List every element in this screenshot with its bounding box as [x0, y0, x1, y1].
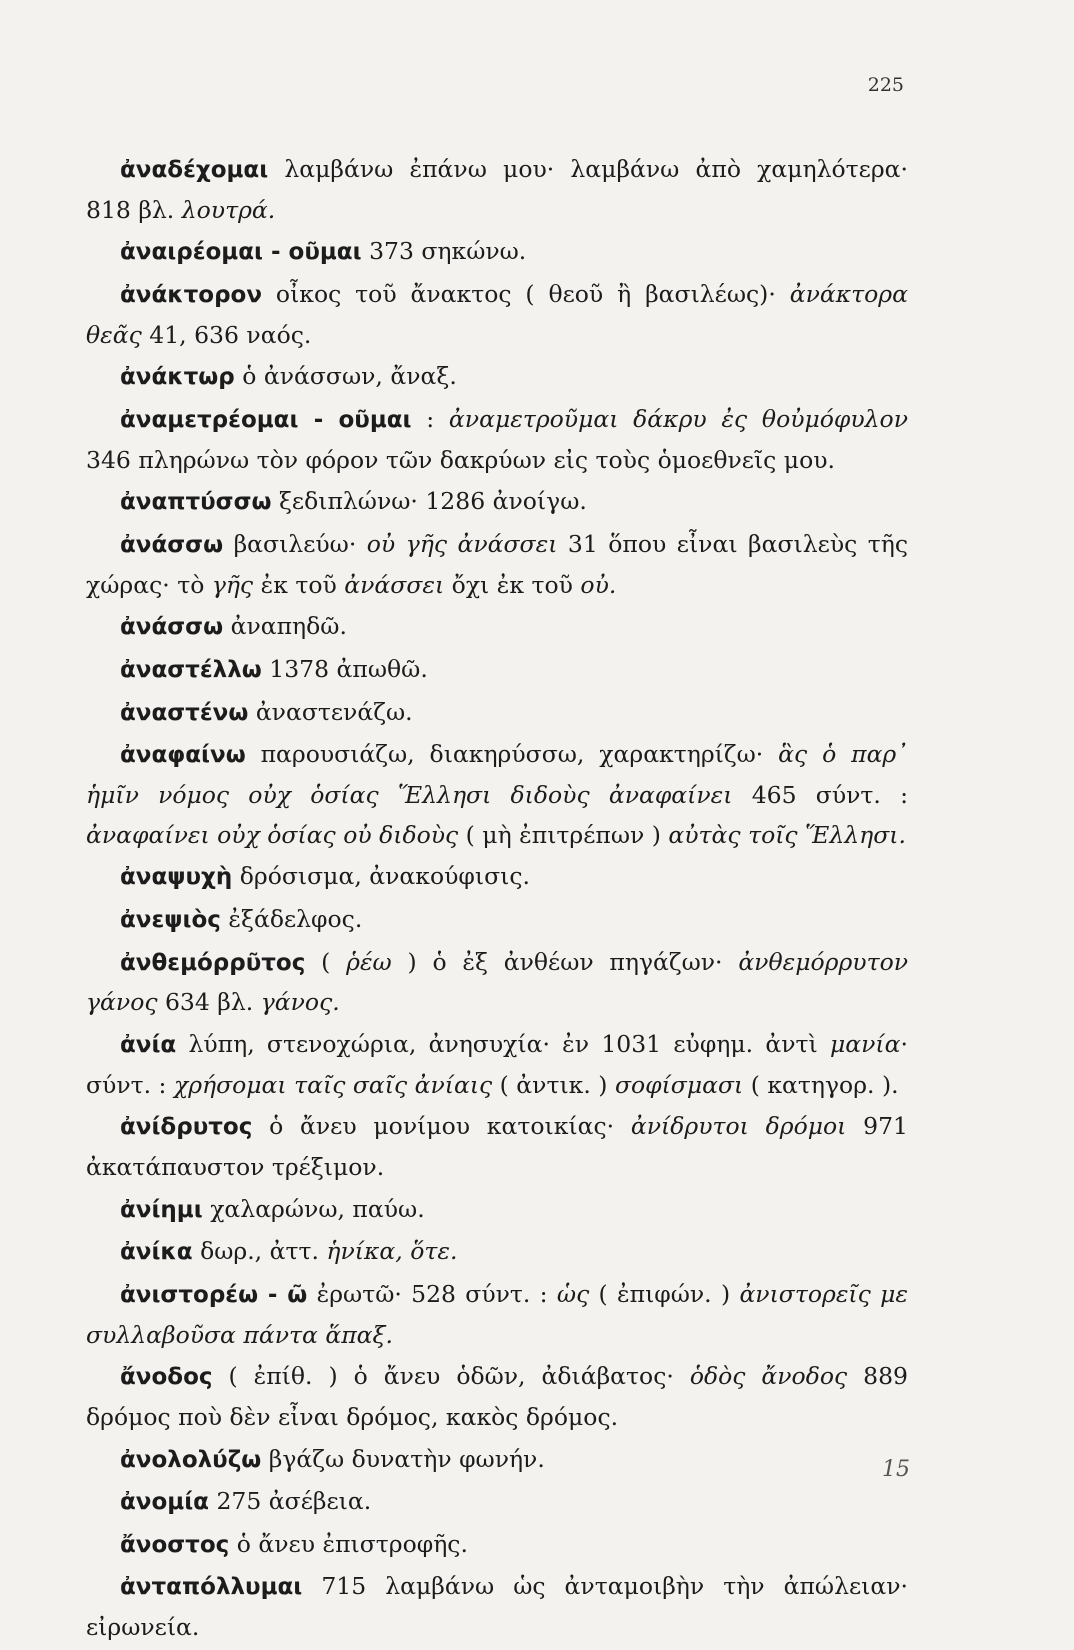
- quoted-text: ἀνίδρυτοι δρόμοι: [630, 1112, 847, 1141]
- definition-text: ἀναπηδῶ.: [230, 612, 347, 641]
- headword: ἀνίκα: [120, 1239, 193, 1266]
- glossary-entry: [86, 735, 908, 855]
- quoted-text: ὡς: [556, 1279, 590, 1308]
- headword: ἀναστένω: [120, 699, 249, 726]
- definition-text: 465 σύντ. :: [732, 780, 909, 809]
- glossary-entries: [86, 150, 908, 1650]
- quoted-text: οὐ.: [580, 570, 617, 599]
- definition-text: 971 ἀκατάπαυστον τρέξιμον.: [86, 1112, 908, 1182]
- headword: ἀνομία: [120, 1489, 209, 1516]
- glossary-entry: [86, 607, 908, 648]
- headword: ἀνίημι: [120, 1196, 203, 1223]
- glossary-entry: [86, 525, 908, 606]
- definition-text: λαμβάνω ἐπάνω μου· λαμβάνω ἀπὸ χαμηλότερα· 818 βλ.: [86, 155, 908, 224]
- glossary-entry: [86, 1275, 908, 1356]
- headword: ἀνάκτωρ: [120, 364, 235, 391]
- headword: ἀναδέχομαι: [120, 157, 269, 183]
- glossary-entry: [86, 357, 908, 398]
- definition-text: ἐξάδελφος.: [228, 904, 363, 933]
- glossary-entry: [86, 400, 908, 481]
- definition-text: ) ὁ ἐξ ἀνθέων πηγάζων·: [391, 947, 739, 976]
- headword: ἀνιστορέω - ῶ: [120, 1281, 308, 1308]
- headword: ἀναψυχὴ: [120, 864, 233, 891]
- definition-text: βασιλεύω·: [233, 529, 367, 558]
- quoted-text: ἃς ὁ παρ᾽ ἡμῖν νόμος οὐχ ὁσίας Ἕλλησι διδοὺς ἀναφαίνει: [86, 740, 908, 809]
- definition-text: 346 πληρώνω τὸν φόρον τῶν δακρύων εἰς τοὺς ὁμοεθνεῖς μου.: [86, 445, 835, 474]
- headword: ἀνθεμόρρῦτος: [120, 949, 306, 976]
- glossary-entry: [86, 150, 908, 231]
- definition-text: ( ἀντικ. ): [492, 1070, 615, 1099]
- glossary-entry: [86, 1482, 908, 1523]
- headword: ἄνοδος: [120, 1364, 213, 1391]
- glossary-entry: [86, 482, 908, 523]
- quoted-text: ῥέω: [346, 947, 392, 976]
- definition-text: :: [426, 404, 449, 433]
- definition-text: ὁ ἄνευ ἐπιστροφῆς.: [236, 1529, 468, 1558]
- quoted-text: μανία: [829, 1029, 901, 1058]
- glossary-entry: [86, 1440, 908, 1481]
- definition-text: ἀναστενάζω.: [255, 697, 413, 726]
- definition-text: 889 δρόμος ποὺ δὲν εἶναι δρόμος, κακὸς δρόμος.: [86, 1362, 908, 1432]
- glossary-entry: [86, 693, 908, 734]
- definition-text: ὁ ἀνάσσων, ἄναξ.: [242, 362, 457, 391]
- sheet-signature-mark: 15: [882, 1457, 910, 1482]
- quoted-text: ὁδὸς ἄνοδος: [689, 1362, 848, 1391]
- definition-text: 715 λαμβάνω ὡς ἀνταμοιβὴν τὴν ἀπώλειαν· εἰρωνεία.: [86, 1572, 908, 1642]
- definition-text: ξεδιπλώνω· 1286 ἀνοίγω.: [278, 487, 587, 516]
- headword: ἀναφαίνω: [120, 742, 246, 769]
- quoted-text: οὐ γῆς ἀνάσσει: [366, 529, 558, 558]
- headword: ἀνταπόλλυμαι: [120, 1574, 303, 1601]
- quoted-text: ἀναφαίνει οὐχ ὁσίας οὐ διδοὺς: [86, 820, 459, 849]
- headword: ἀναπτύσσω: [120, 489, 272, 516]
- quoted-text: σοφίσμασι: [614, 1070, 744, 1099]
- definition-text: χαλαρώνω, παύω.: [210, 1194, 425, 1223]
- definition-text: δρόσισμα, ἀνακούφισις.: [239, 862, 530, 891]
- definition-text: δωρ., ἀττ.: [200, 1237, 327, 1266]
- glossary-entry: [86, 1357, 908, 1438]
- glossary-entry: [86, 900, 908, 941]
- headword: ἀναμετρέομαι - οῦμαι: [120, 406, 412, 433]
- glossary-entry: [86, 857, 908, 898]
- definition-text: ( κατηγορ. ).: [743, 1070, 899, 1099]
- glossary-entry: [86, 1190, 908, 1231]
- quoted-text: γάνος.: [260, 988, 340, 1017]
- quoted-text: ἀνάσσει: [344, 570, 445, 599]
- definition-text: οἶκος τοῦ ἄνακτος ( θεοῦ ἢ βασιλέως)·: [275, 279, 790, 308]
- definition-text: · σύντ. :: [86, 1029, 908, 1099]
- definition-text: ( μὴ ἐπιτρέπων ): [458, 820, 669, 849]
- glossary-entry: [86, 232, 908, 273]
- headword: ἀνάσσω: [120, 531, 224, 558]
- headword: ἀναστέλλω: [120, 656, 262, 683]
- glossary-entry: [86, 1025, 908, 1106]
- headword: ἀνολολύζω: [120, 1446, 262, 1473]
- quoted-text: ἀνθεμόρρυτον γάνος: [86, 947, 908, 1017]
- definition-text: ὁ ἄνευ μονίμου κατοικίας·: [269, 1112, 631, 1141]
- quoted-text: αὐτὰς τοῖς Ἕλλησι.: [668, 820, 906, 849]
- definition-text: ἐρωτῶ· 528 σύντ. :: [316, 1279, 557, 1308]
- headword: ἀνάκτορον: [120, 281, 263, 308]
- definition-text: (: [321, 947, 347, 976]
- definition-text: 41, 636 ναός.: [141, 320, 312, 349]
- glossary-entry: [86, 943, 908, 1024]
- glossary-entry: [86, 275, 908, 356]
- definition-text: παρουσιάζω, διακηρύσσω, χαρακτηρίζω·: [260, 740, 779, 769]
- headword: ἀνίδρυτος: [120, 1114, 253, 1141]
- glossary-entry: [86, 1107, 908, 1188]
- definition-text: 373 σηκώνω.: [369, 237, 527, 266]
- quoted-text: χρήσομαι ταῖς σαῖς ἀνίαις: [173, 1070, 493, 1099]
- headword: ἀνεψιὸς: [120, 906, 221, 933]
- definition-text: 31 ὅπου εἶναι βασιλεὺς τῆς χώρας· τὸ: [86, 529, 908, 599]
- definition-text: βγάζω δυνατὴν φωνήν.: [268, 1444, 545, 1473]
- quoted-text: ἀνιστορεῖς με συλλαβοῦσα πάντα ἅπαξ.: [86, 1279, 908, 1349]
- quoted-text: ἡνίκα, ὅτε.: [326, 1237, 458, 1266]
- quoted-text: γῆς: [211, 570, 254, 599]
- glossary-entry: [86, 650, 908, 691]
- glossary-entry: [86, 1525, 908, 1566]
- glossary-entry: [86, 1567, 908, 1648]
- quoted-text: ἀνάκτορα θεᾶς: [86, 279, 908, 349]
- definition-text: ( ἐπίθ. ) ὁ ἄνευ ὁδῶν, ἀδιάβατος·: [228, 1362, 690, 1391]
- definition-text: ( ἐπιφών. ): [589, 1279, 740, 1308]
- headword: ἀνία: [120, 1031, 177, 1058]
- definition-text: ἐκ τοῦ: [253, 570, 345, 599]
- definition-text: 1378 ἀπωθῶ.: [269, 654, 428, 683]
- glossary-entry: [86, 1232, 908, 1273]
- quoted-text: λουτρά.: [181, 195, 276, 224]
- headword: ἀναιρέομαι - οῦμαι: [120, 239, 362, 266]
- headword: ἀνάσσω: [120, 614, 224, 641]
- definition-text: ὄχι ἐκ τοῦ: [444, 570, 581, 599]
- definition-text: 634 βλ.: [157, 988, 261, 1017]
- definition-text: 275 ἀσέβεια.: [216, 1487, 372, 1516]
- definition-text: λύπη, στενοχώρια, ἀνησυχία· ἐν 1031 εὐφημ. ἀντὶ: [188, 1029, 830, 1058]
- headword: ἄνοστος: [120, 1531, 230, 1558]
- page-number: 225: [867, 74, 904, 96]
- quoted-text: ἀναμετροῦμαι δάκρυ ἐς θοὐμόφυλον: [448, 404, 908, 433]
